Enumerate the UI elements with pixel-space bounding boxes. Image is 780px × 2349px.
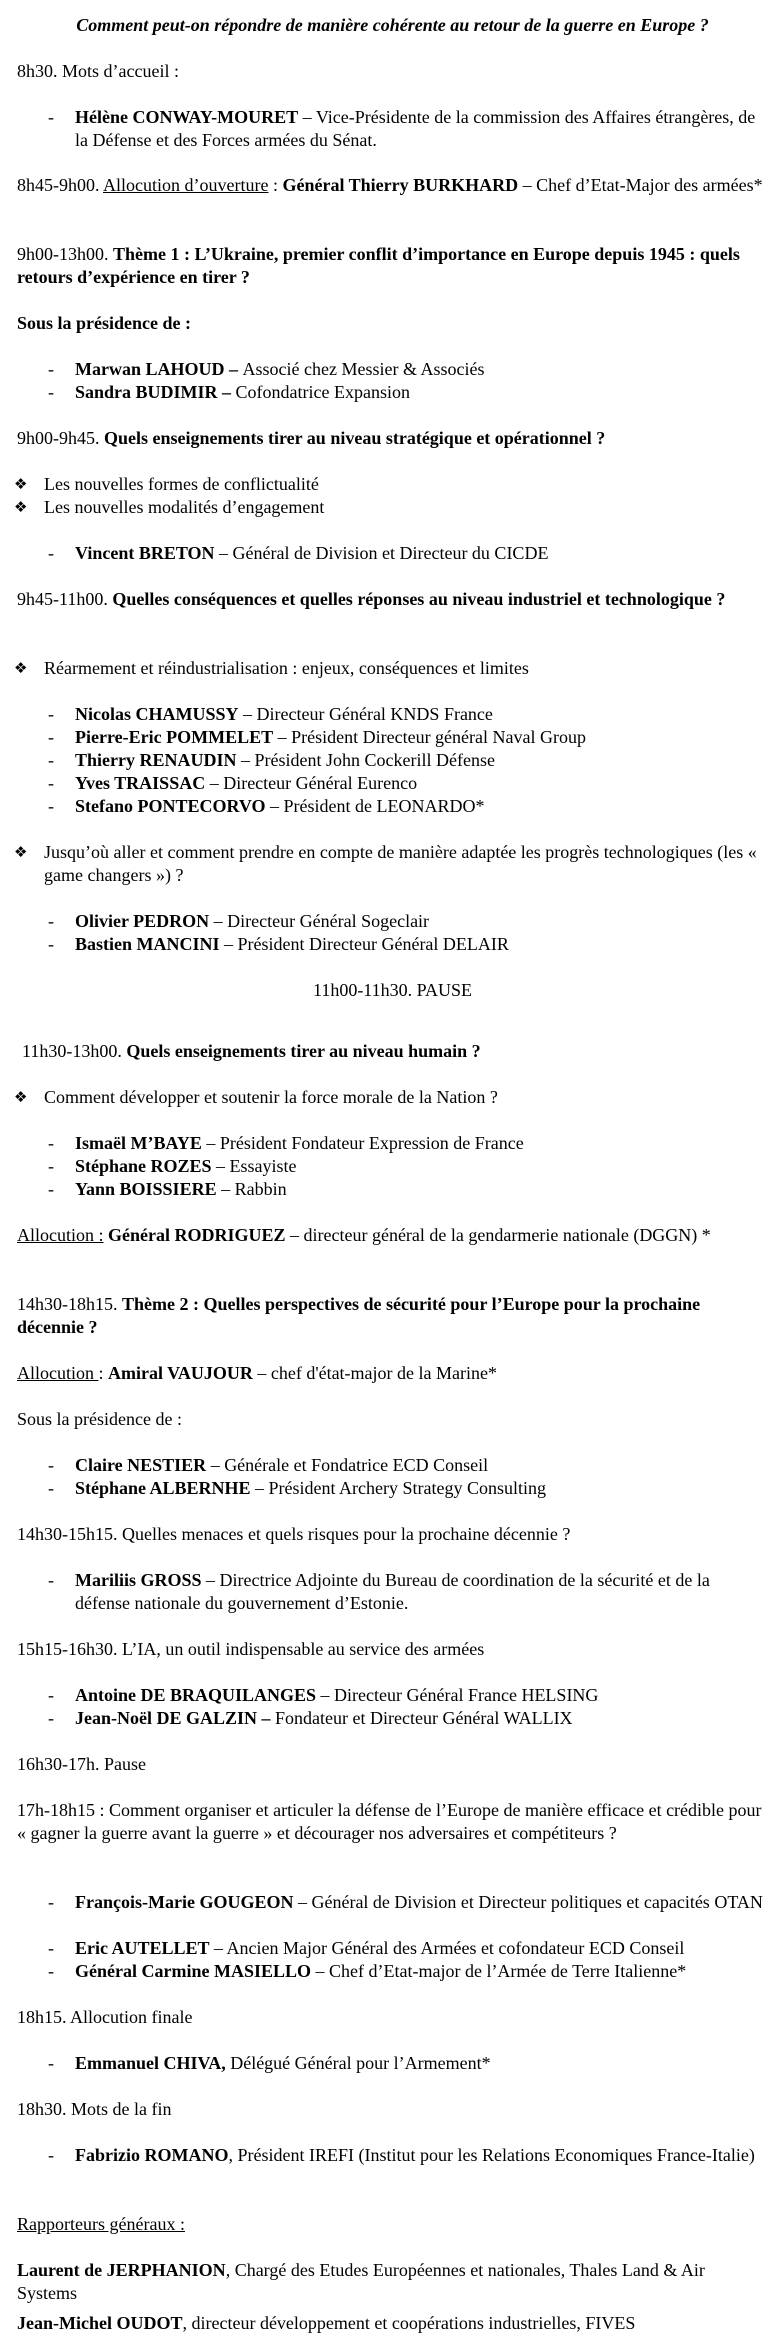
label: Allocution : [17,1225,104,1245]
document-title: Comment peut-on répondre de manière cohérente au retour de la guerre en Europe ? [76,15,709,35]
speaker-pommelet [48,726,768,749]
topic-game-changers [14,841,768,887]
chair-lahoud [48,358,768,381]
speaker-name: Ismaël M’BAYE [75,1133,202,1153]
pause-morning: 11h00-11h30. PAUSE [312,980,473,1000]
speaker-name: Bastien MANCINI [75,934,220,954]
speaker-gougeon [48,1891,768,1914]
theme-title: Thème 1 : L’Ukraine, premier conflit d’importance en Europe depuis 1945 : quels retours d’expérience en tirer ? [17,244,740,287]
dash-bullet: - [48,1133,54,1153]
speaker-name: Emmanuel CHIVA, [75,2053,226,2073]
dash-bullet: - [48,2145,54,2165]
speaker-role: – chef d'état-major de la Marine* [252,1363,497,1383]
speaker-gross [48,1569,768,1615]
speaker-role: Délégué Général pour l’Armement* [225,2053,491,2073]
colon: : [268,175,283,195]
speaker-name: Vincent BRETON [75,543,215,563]
dash-bullet: - [48,773,54,793]
diamond-bullet-icon: ❖ [14,475,28,493]
dash-bullet: - [48,1478,54,1498]
session-defense-europe: 17h-18h15 : Comment organiser et articuler la défense de l’Europe de manière efficace et crédible pour « gagner la guerre avant la guerre » et décourager nos adversaires et compétiteurs ? [17,1800,762,1843]
chair-albernhe [48,1477,768,1500]
topic-engagement [14,496,768,519]
speaker-name: Général Carmine MASIELLO [75,1961,311,1981]
speaker-pedron [48,910,768,933]
topic-rearmement [14,657,768,680]
speaker-boissiere [48,1178,768,1201]
rapporteurs-heading: Rapporteurs généraux : [17,2214,185,2234]
diamond-bullet-icon: ❖ [14,1088,28,1106]
session-ai: 15h15-16h30. L’IA, un outil indispensable au service des armées [17,1639,485,1659]
diamond-bullet-icon: ❖ [14,659,28,677]
speaker-role: , Chargé des Etudes Européennes et nationales, Thales Land & Air Systems [17,2260,705,2303]
speaker-name: Nicolas CHAMUSSY [75,704,239,724]
speaker-name: Stéphane ROZES [75,1156,212,1176]
dash-bullet: - [48,727,54,747]
speaker-name: Yann BOISSIERE [75,1179,217,1199]
speaker-role: – Président Archery Strategy Consulting [250,1478,547,1498]
dash-bullet: - [48,1961,54,1981]
speaker-name: Général RODRIGUEZ [103,1225,286,1245]
dash-bullet: - [48,1685,54,1705]
dash-bullet: - [48,704,54,724]
speaker-chamussy [48,703,768,726]
session-welcome-time: 8h30. Mots d’accueil : [17,61,179,81]
speaker-de-braquilanges [48,1684,768,1707]
speaker-role: – Générale et Fondatrice ECD Conseil [206,1455,489,1475]
speaker-role: – Essayiste [211,1156,297,1176]
dash-bullet: - [48,911,54,931]
speaker-name: Hélène CONWAY-MOURET [75,107,299,127]
session-human [22,1040,768,1063]
session-closing-address: 18h15. Allocution finale [17,2007,193,2027]
speaker-name: Sandra BUDIMIR – [75,382,236,402]
speaker-role: – Président Fondateur Expression de France [201,1133,524,1153]
speaker-name: Laurent de JERPHANION [17,2260,226,2280]
topic-conflictualite [14,473,768,496]
speaker-role: – Directeur Général Sogeclair [209,911,430,931]
speaker-name: Yves TRAISSAC [75,773,206,793]
dash-bullet: - [48,2053,54,2073]
speaker-mancini [48,933,768,956]
time: 14h30-18h15. [17,1294,122,1314]
dash-bullet: - [48,750,54,770]
speaker-role: – Vice-Présidente de la commission des Affaires étrangères, de la Défense et des Forces armées du Sénat. [75,107,756,150]
speaker-breton [48,542,768,565]
diamond-bullet-icon: ❖ [14,498,28,516]
topic-text: Jusqu’où aller et comment prendre en compte de manière adaptée les progrès technologiques (les « game changers ») ? [44,842,757,885]
label: Allocution d’ouverture [103,175,269,195]
dash-bullet: - [48,1156,54,1176]
time: 8h45-9h00. [17,175,104,195]
opening-address [17,174,768,197]
speaker-role: – Chef d’Etat-major de l’Armée de Terre Italienne* [311,1961,687,1981]
speaker-role: Fondateur et Directeur Général WALLIX [270,1708,573,1728]
session-industrial [17,588,768,611]
time: 9h00-9h45. [17,428,104,448]
topic-text: Comment développer et soutenir la force morale de la Nation ? [44,1087,498,1107]
dash-bullet: - [48,107,54,127]
dash-bullet: - [48,796,54,816]
dash-bullet: - [48,1708,54,1728]
speaker-romano [48,2144,768,2167]
topic-text: Les nouvelles modalités d’engagement [44,497,325,517]
speaker-role: – Président de LEONARDO* [265,796,485,816]
rapporteur-oudot [17,2312,768,2335]
theme-title: Thème 2 : Quelles perspectives de sécurité pour l’Europe pour la prochaine décennie ? [17,1294,701,1337]
speaker-autellet [48,1937,768,1960]
speaker-de-galzin [48,1707,768,1730]
speaker-role: – Général de Division et Directeur du CICDE [214,543,549,563]
speaker-role: – Général de Division et Directeur politiques et capacités OTAN [293,1892,763,1912]
topic-text: Les nouvelles formes de conflictualité [44,474,319,494]
label: Allocution [17,1363,99,1383]
session-question: Quelles conséquences et quelles réponses au niveau industriel et technologique ? [112,589,726,609]
speaker-role: – directeur général de la gendarmerie nationale (DGGN) * [285,1225,711,1245]
chair-heading-1: Sous la présidence de : [17,313,192,333]
topic-force-morale [14,1086,768,1109]
diamond-bullet-icon: ❖ [14,843,28,861]
dash-bullet: - [48,1938,54,1958]
speaker-role: – Directrice Adjointe du Bureau de coordination de la sécurité et de la défense nationale du gouvernement d’Estonie. [75,1570,710,1613]
speaker-role: – Président Directeur Général DELAIR [219,934,509,954]
chair-budimir [48,381,768,404]
speaker-name: Thierry RENAUDIN [75,750,237,770]
speaker-name: Olivier PEDRON [75,911,210,931]
dash-bullet: - [48,934,54,954]
speaker-renaudin [48,749,768,772]
session-question: Quels enseignements tirer au niveau stratégique et opérationnel ? [104,428,606,448]
speaker-role: – Président Directeur général Naval Group [273,727,586,747]
speaker-role: – Chef d’Etat-Major des armées* [518,175,763,195]
pause-afternoon: 16h30-17h. Pause [17,1754,146,1774]
speaker-role: Cofondatrice Expansion [235,382,410,402]
speaker-role: – Directeur Général KNDS France [238,704,493,724]
speaker-chiva [48,2052,768,2075]
rapporteur-jerphanion [17,2259,768,2305]
speaker-name: Antoine DE BRAQUILANGES [75,1685,317,1705]
speaker-role: – Directeur Général France HELSING [316,1685,599,1705]
dash-bullet: - [48,359,54,379]
session-question: Quels enseignements tirer au niveau humain ? [126,1041,481,1061]
speaker-pontecorvo [48,795,768,818]
theme-1-heading [17,243,768,289]
speaker-role: , Président IREFI (Institut pour les Relations Economiques France-Italie) [228,2145,755,2165]
speaker-traissac [48,772,768,795]
time: 9h45-11h00. [17,589,113,609]
speaker-name: Fabrizio ROMANO [75,2145,229,2165]
session-threats: 14h30-15h15. Quelles menaces et quels risques pour la prochaine décennie ? [17,1524,571,1544]
speaker-name: Marwan LAHOUD – [75,359,243,379]
speaker-role: – Rabbin [216,1179,287,1199]
chair-nestier [48,1454,768,1477]
speaker-name: Jean-Noël DE GALZIN – [75,1708,271,1728]
speaker-name: Stéphane ALBERNHE [75,1478,251,1498]
topic-text: Réarmement et réindustrialisation : enjeux, conséquences et limites [44,658,529,678]
speaker-name: Stefano PONTECORVO [75,796,266,816]
time: 11h30-13h00. [22,1041,127,1061]
dash-bullet: - [48,1455,54,1475]
dash-bullet: - [48,543,54,563]
speaker-name: Claire NESTIER [75,1455,207,1475]
speaker-role: – Directeur Général Eurenco [205,773,418,793]
speaker-role: – Ancien Major Général des Armées et cofondateur ECD Conseil [209,1938,685,1958]
speaker-rozes [48,1155,768,1178]
speaker-name: Amiral VAUJOUR [108,1363,253,1383]
speaker-name: Jean-Michel OUDOT [17,2313,183,2333]
speaker-name: Pierre-Eric POMMELET [75,727,274,747]
dash-bullet: - [48,1179,54,1199]
dash-bullet: - [48,382,54,402]
allocution-rodriguez [17,1224,768,1247]
speaker-name: Eric AUTELLET [75,1938,210,1958]
speaker-conway-mouret [48,106,768,152]
speaker-name: Mariliis GROSS [75,1570,202,1590]
dash-bullet: - [48,1570,54,1590]
speaker-name: Général Thierry BURKHARD [282,175,519,195]
dash-bullet: - [48,1892,54,1912]
session-final-words: 18h30. Mots de la fin [17,2099,172,2119]
time: 9h00-13h00. [17,244,113,264]
speaker-role: Associé chez Messier & Associés [242,359,485,379]
speaker-role: – Président John Cockerill Défense [236,750,495,770]
theme-2-heading [17,1293,768,1339]
speaker-masiello [48,1960,768,1983]
colon: : [98,1363,109,1383]
speaker-mbaye [48,1132,768,1155]
speaker-name: François-Marie GOUGEON [75,1892,294,1912]
speaker-role: , directeur développement et coopérations industrielles, FIVES [182,2313,636,2333]
session-strategic [17,427,768,450]
chair-heading-2: Sous la présidence de : [17,1409,182,1429]
allocution-vaujour [17,1362,768,1385]
